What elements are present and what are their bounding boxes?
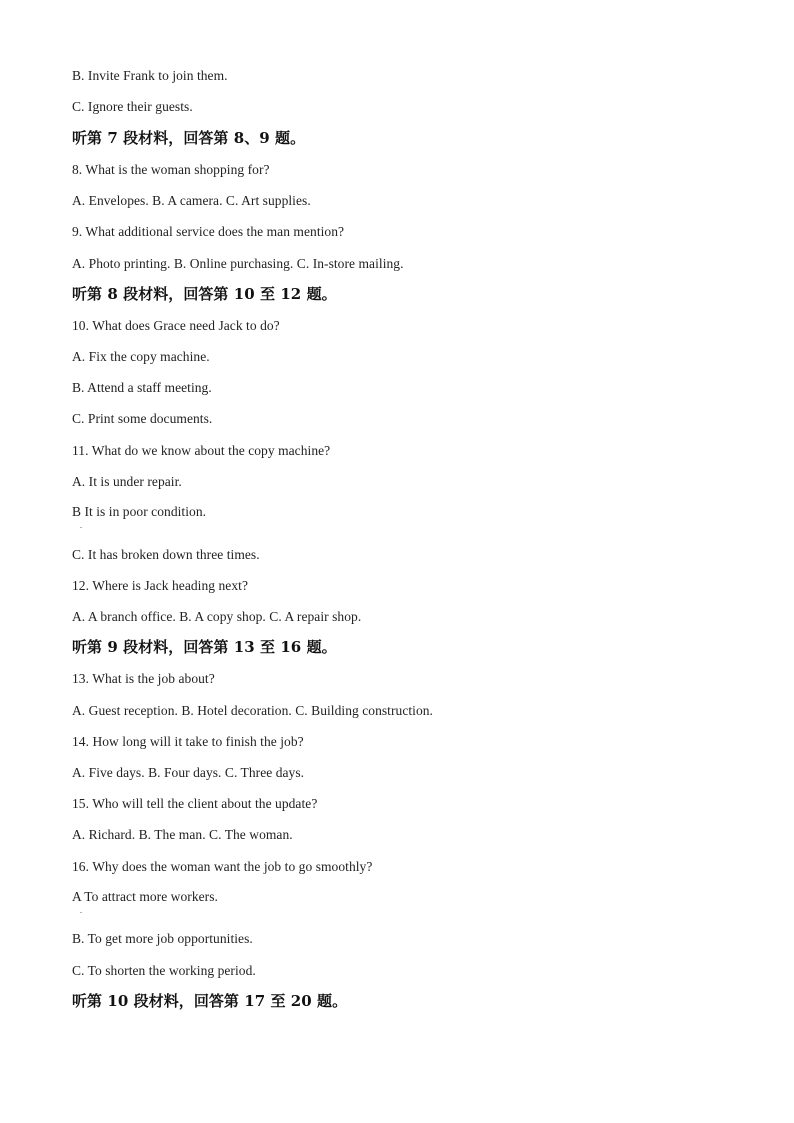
section-heading: 听第 8 段材料，回答第 10 至 12 题。 xyxy=(72,285,337,303)
question-line: 16. Why does the woman want the job to go smoothly? xyxy=(72,859,373,874)
stray-dot-mark: . xyxy=(80,521,82,530)
question-line: 9. What additional service does the man mention? xyxy=(72,224,345,239)
stray-dot-mark: . xyxy=(80,906,82,915)
option-line: A. It is under repair. xyxy=(72,474,182,489)
option-line: A. Envelopes. B. A camera. C. Art supplies. xyxy=(72,193,311,208)
option-line: B. To get more job opportunities. xyxy=(72,931,253,946)
section-heading: 听第 9 段材料，回答第 13 至 16 题。 xyxy=(72,638,337,656)
option-line: A. Fix the copy machine. xyxy=(72,349,210,364)
option-line: C. Print some documents. xyxy=(72,411,213,426)
question-line: 12. Where is Jack heading next? xyxy=(72,578,248,593)
section-heading: 听第 10 段材料，回答第 17 至 20 题。 xyxy=(72,992,348,1010)
option-line: B. Invite Frank to join them. xyxy=(72,68,228,83)
section-heading: 听第 7 段材料，回答第 8、9 题。 xyxy=(72,129,306,147)
question-line: 10. What does Grace need Jack to do? xyxy=(72,318,280,333)
question-line: 13. What is the job about? xyxy=(72,671,215,686)
option-line: C. It has broken down three times. xyxy=(72,547,260,562)
question-line: 15. Who will tell the client about the update? xyxy=(72,796,318,811)
option-line: A. Five days. B. Four days. C. Three days. xyxy=(72,765,305,780)
question-line: 11. What do we know about the copy machine? xyxy=(72,443,331,458)
option-line: B It is in poor condition. xyxy=(72,504,207,519)
option-line: A To attract more workers. xyxy=(72,889,218,904)
option-line: C. To shorten the working period. xyxy=(72,963,256,978)
option-line: C. Ignore their guests. xyxy=(72,99,193,114)
option-line: B. Attend a staff meeting. xyxy=(72,380,212,395)
option-line: A. Guest reception. B. Hotel decoration. C. Building construction. xyxy=(72,703,433,718)
question-line: 8. What is the woman shopping for? xyxy=(72,162,270,177)
option-line: A. Richard. B. The man. C. The woman. xyxy=(72,827,293,842)
question-line: 14. How long will it take to finish the job? xyxy=(72,734,304,749)
option-line: A. A branch office. B. A copy shop. C. A repair shop. xyxy=(72,609,362,624)
option-line: A. Photo printing. B. Online purchasing. C. In-store mailing. xyxy=(72,256,404,271)
